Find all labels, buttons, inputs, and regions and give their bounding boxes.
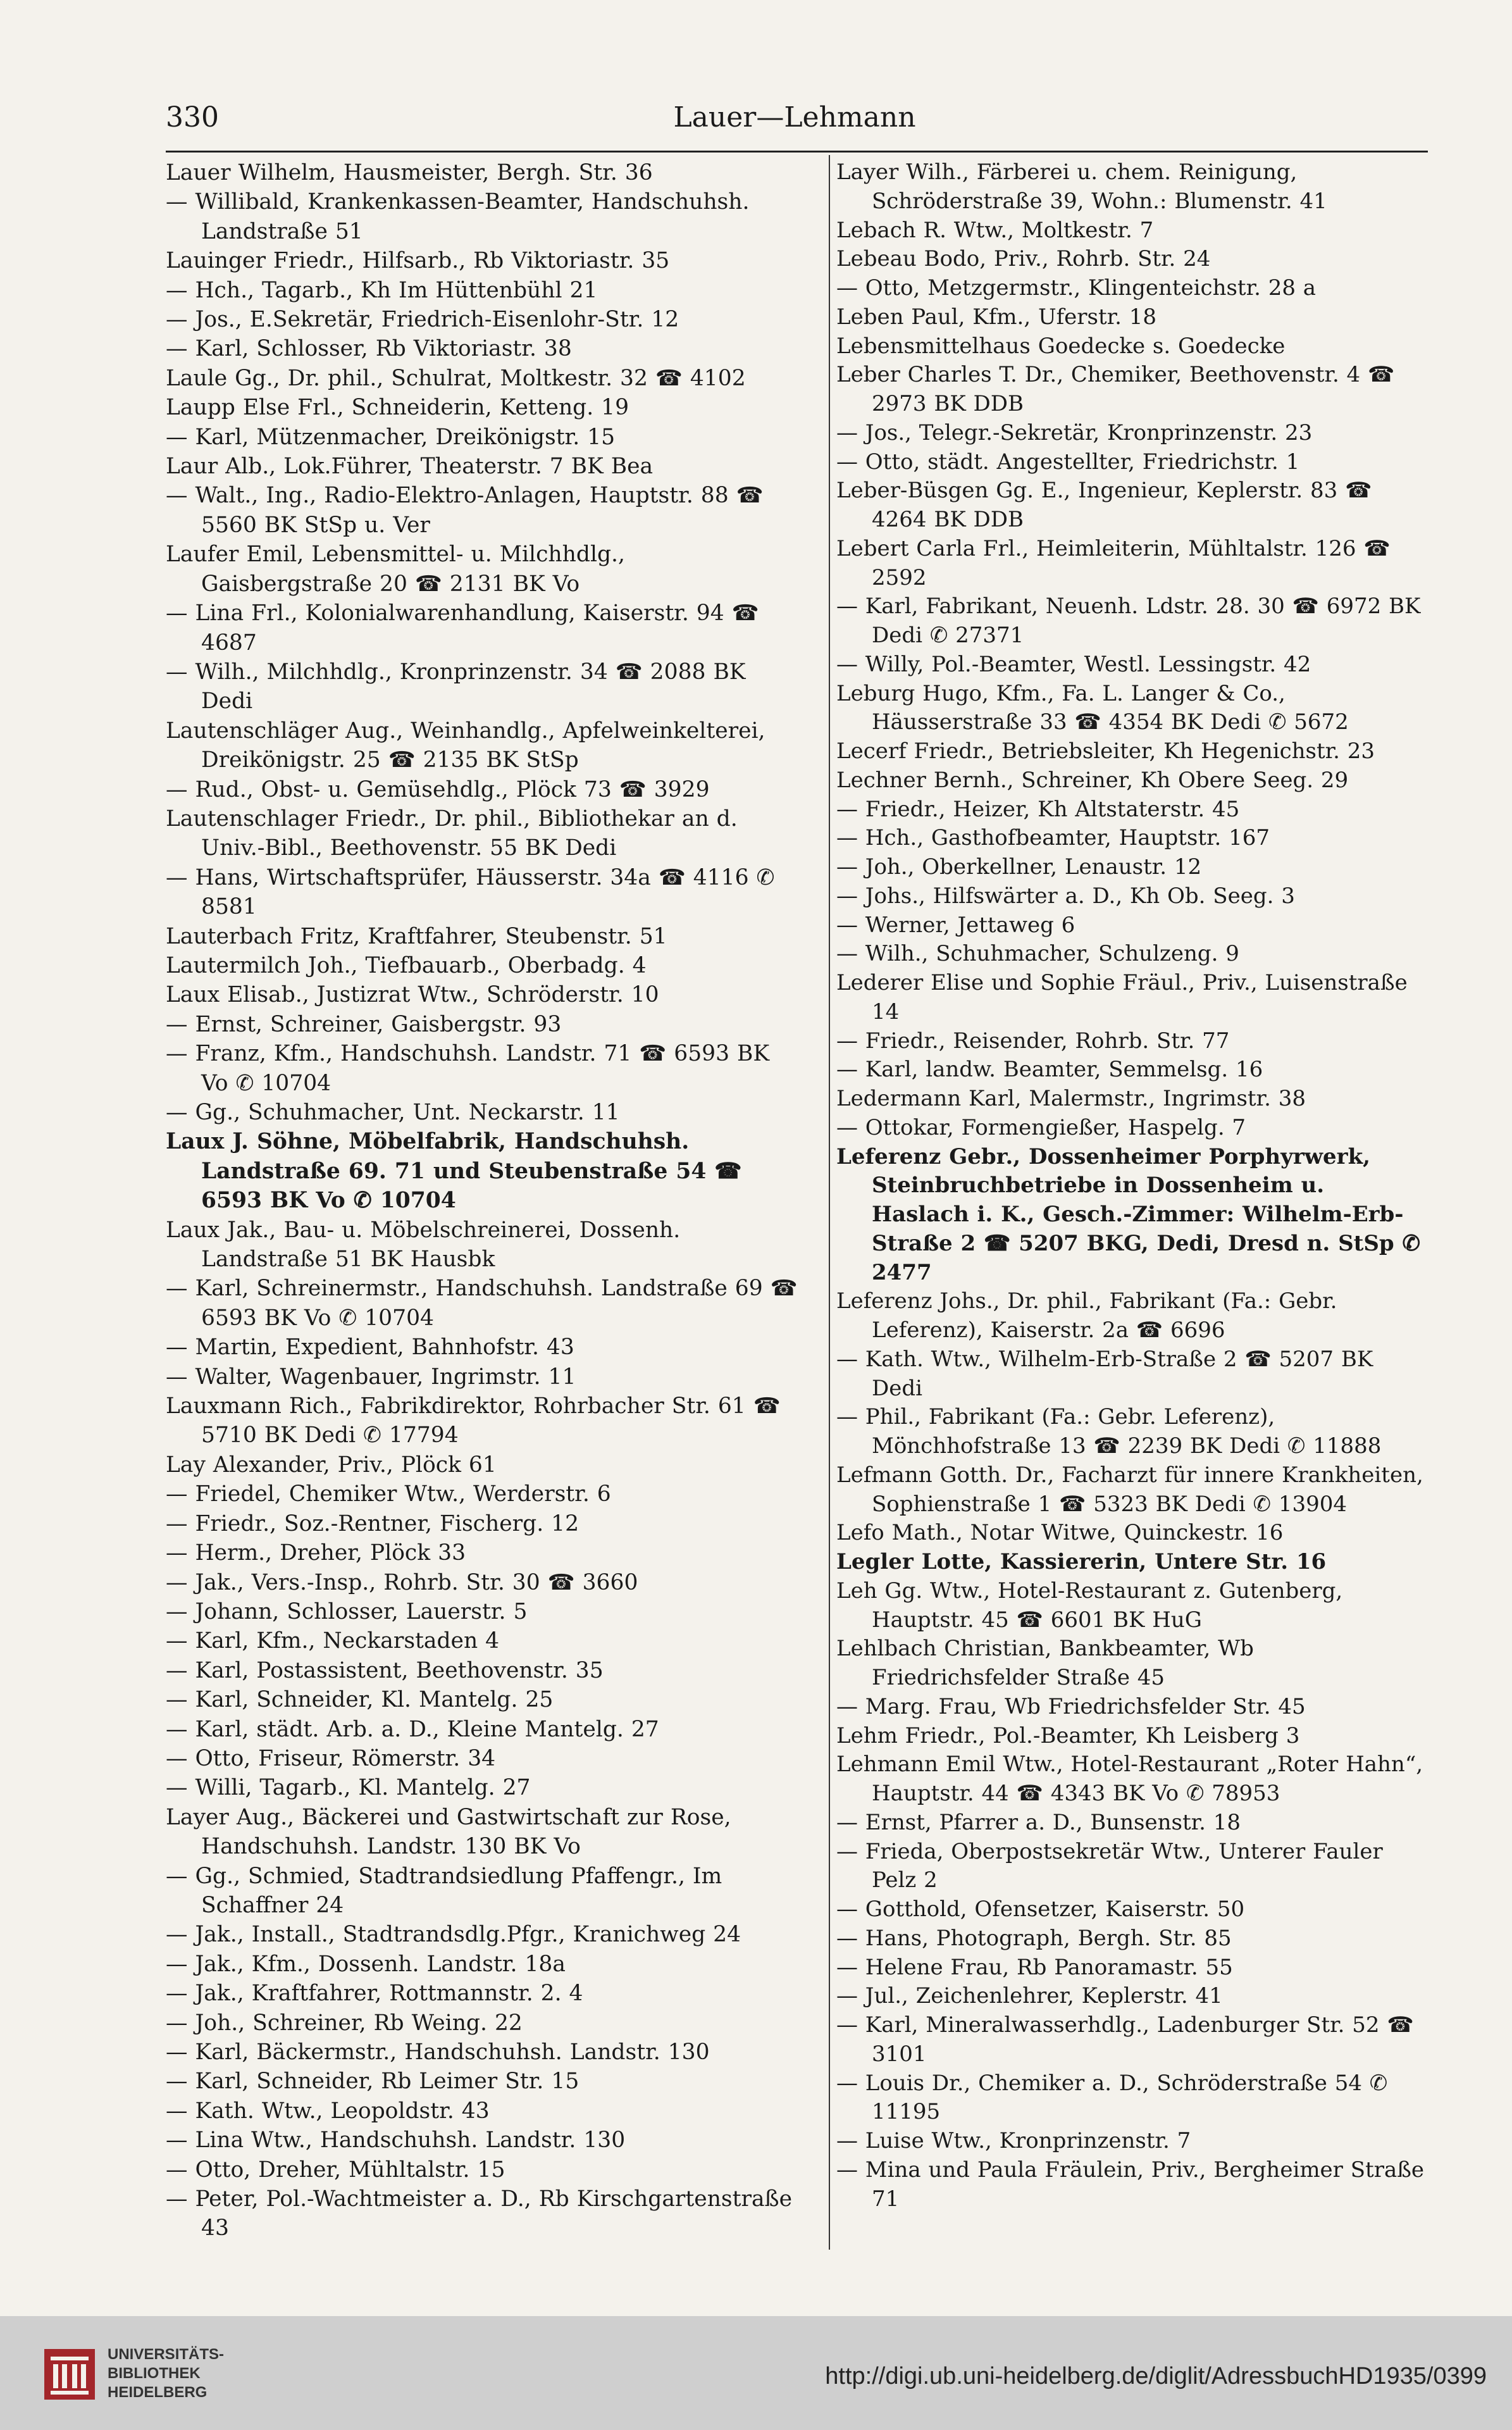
directory-entry: — Otto, Friseur, Römerstr. 34 bbox=[166, 1745, 496, 1771]
directory-entry: Lehmann Emil Wtw., Hotel-Restaurant „Roter Hahn“, Hauptstr. 44 ☎ 4343 BK Vo ✆ 78953 bbox=[836, 1752, 1423, 1806]
directory-entry: — Karl, Schneider, Rb Leimer Str. 15 bbox=[166, 2069, 579, 2095]
directory-entry: — Martin, Expedient, Bahnhofstr. 43 bbox=[166, 1335, 574, 1361]
directory-entry: Lauer Wilhelm, Hausmeister, Bergh. Str. 36 bbox=[166, 160, 653, 185]
directory-entry: — Johs., Hilfswärter a. D., Kh Ob. Seeg. 3 bbox=[836, 883, 1295, 909]
directory-entry: Lederer Elise und Sophie Fräul., Priv., Luisenstraße 14 bbox=[836, 970, 1408, 1025]
directory-entry: Laupp Else Frl., Schneiderin, Ketteng. 19 bbox=[166, 395, 629, 421]
directory-entry: — Wilh., Schuhmacher, Schulzeng. 9 bbox=[836, 941, 1239, 967]
directory-entry: — Hans, Wirtschaftsprüfer, Häusserstr. 34a ☎ 4116 ✆ 8581 bbox=[166, 864, 775, 920]
directory-entry: Lefo Math., Notar Witwe, Quinckestr. 16 bbox=[836, 1520, 1284, 1546]
directory-entry: — Jak., Install., Stadtrandsdlg.Pfgr., Kranichweg 24 bbox=[166, 1922, 741, 1948]
directory-entry: Leferenz Gebr., Dossenheimer Porphyrwerk, Steinbruchbetriebe in Dossenheim u. Haslach i. K., Gesch.-Zimmer: Wilhelm-Erb-Straße 2 ☎ 5207 BKG, Dedi, Dresd n. StSp ✆ 2477 bbox=[836, 1143, 1421, 1285]
directory-entry: — Jak., Vers.-Insp., Rohrb. Str. 30 ☎ 3660 bbox=[166, 1569, 638, 1595]
directory-entry: Laux Jak., Bau- u. Möbelschreinerei, Dossenh. Landstraße 51 BK Hausbk bbox=[166, 1217, 681, 1273]
directory-entry: Lautenschlager Friedr., Dr. phil., Bibliothekar an d. Univ.-Bibl., Beethovenstr. 55 BK Dedi bbox=[166, 806, 738, 861]
directory-entry: Lautenschläger Aug., Weinhandlg., Apfelweinkelterei, Dreikönigstr. 25 ☎ 2135 BK StSp bbox=[166, 718, 765, 773]
page-title: Lauer—Lehmann bbox=[673, 101, 916, 134]
directory-entry: — Werner, Jettaweg 6 bbox=[836, 912, 1075, 938]
directory-entry: — Wilh., Milchhdlg., Kronprinzenstr. 34 ☎ 2088 BK Dedi bbox=[166, 659, 746, 714]
directory-entry: — Karl, Schlosser, Rb Viktoriastr. 38 bbox=[166, 336, 572, 362]
directory-entry: Leben Paul, Kfm., Uferstr. 18 bbox=[836, 304, 1157, 330]
directory-entry: — Hch., Tagarb., Kh Im Hüttenbühl 21 bbox=[166, 277, 598, 303]
directory-entry: — Hans, Photograph, Bergh. Str. 85 bbox=[836, 1925, 1232, 1951]
directory-entry: — Otto, Metzgermstr., Klingenteichstr. 28 a bbox=[836, 275, 1317, 301]
directory-entry: Legler Lotte, Kassiererin, Untere Str. 16 bbox=[836, 1549, 1327, 1574]
right-column bbox=[836, 158, 1428, 2214]
directory-entry: — Karl, Fabrikant, Neuenh. Ldstr. 28. 30 ☎ 6972 BK Dedi ✆ 27371 bbox=[836, 594, 1421, 648]
directory-entry: — Joh., Schreiner, Rb Weing. 22 bbox=[166, 2010, 523, 2036]
directory-entry: Laux J. Söhne, Möbelfabrik, Handschuhsh. Landstraße 69. 71 und Steubenstraße 54 ☎ 6593 BK Vo ✆ 10704 bbox=[166, 1129, 742, 1214]
directory-entry: — Karl, Mineralwasserhdlg., Ladenburger Str. 52 ☎ 3101 bbox=[836, 2012, 1414, 2067]
directory-entry: Leburg Hugo, Kfm., Fa. L. Langer & Co., Häusserstraße 33 ☎ 4354 BK Dedi ✆ 5672 bbox=[836, 680, 1349, 735]
directory-entry: — Willi, Tagarb., Kl. Mantelg. 27 bbox=[166, 1775, 531, 1801]
directory-entry: — Gotthold, Ofensetzer, Kaiserstr. 50 bbox=[836, 1897, 1245, 1922]
directory-entry: — Otto, Dreher, Mühltalstr. 15 bbox=[166, 2157, 505, 2183]
directory-entry: Lechner Bernh., Schreiner, Kh Obere Seeg. 29 bbox=[836, 767, 1349, 793]
directory-entry: Lauxmann Rich., Fabrikdirektor, Rohrbacher Str. 61 ☎ 5710 BK Dedi ✆ 17794 bbox=[166, 1393, 781, 1449]
left-column bbox=[166, 158, 798, 2243]
directory-entry: Leh Gg. Wtw., Hotel-Restaurant z. Gutenberg, Hauptstr. 45 ☎ 6601 BK HuG bbox=[836, 1578, 1343, 1633]
directory-entry: Laur Alb., Lok.Führer, Theaterstr. 7 BK Bea bbox=[166, 454, 654, 480]
directory-entry: — Herm., Dreher, Plöck 33 bbox=[166, 1540, 466, 1566]
page-number: 330 bbox=[166, 101, 219, 134]
directory-entry: Lay Alexander, Priv., Plöck 61 bbox=[166, 1452, 497, 1478]
directory-entry: — Jak., Kraftfahrer, Rottmannstr. 2. 4 bbox=[166, 1981, 583, 2007]
directory-entry: — Willibald, Krankenkassen-Beamter, Handschuhsh. Landstraße 51 bbox=[166, 189, 750, 244]
directory-entry: Lecerf Friedr., Betriebsleiter, Kh Hegenichstr. 23 bbox=[836, 738, 1375, 764]
directory-entry: — Kath. Wtw., Leopoldstr. 43 bbox=[166, 2098, 490, 2124]
column-divider bbox=[829, 155, 830, 2250]
directory-entry: — Hch., Gasthofbeamter, Hauptstr. 167 bbox=[836, 825, 1270, 851]
permalink-url[interactable]: http://digi.ub.uni-heidelberg.de/diglit/AdressbuchHD1935/0399 bbox=[825, 2363, 1487, 2390]
directory-entry: Lebach R. Wtw., Moltkestr. 7 bbox=[836, 217, 1154, 243]
directory-entry: — Walt., Ing., Radio-Elektro-Anlagen, Hauptstr. 88 ☎ 5560 BK StSp u. Ver bbox=[166, 483, 764, 538]
directory-entry: Lehm Friedr., Pol.-Beamter, Kh Leisberg 3 bbox=[836, 1723, 1300, 1748]
directory-entry: Ledermann Karl, Malermstr., Ingrimstr. 38 bbox=[836, 1086, 1306, 1111]
directory-entry: — Jos., Telegr.-Sekretär, Kronprinzenstr. 23 bbox=[836, 420, 1313, 446]
directory-entry: Layer Aug., Bäckerei und Gastwirtschaft zur Rose, Handschuhsh. Landstr. 130 BK Vo bbox=[166, 1804, 731, 1860]
directory-entry: — Karl, Kfm., Neckarstaden 4 bbox=[166, 1628, 500, 1654]
directory-entry: — Luise Wtw., Kronprinzenstr. 7 bbox=[836, 2128, 1191, 2153]
directory-entry: Lauinger Friedr., Hilfsarb., Rb Viktoriastr. 35 bbox=[166, 248, 670, 274]
directory-entry: Leferenz Johs., Dr. phil., Fabrikant (Fa.: Gebr. Leferenz), Kaiserstr. 2a ☎ 6696 bbox=[836, 1288, 1337, 1343]
directory-entry: — Mina und Paula Fräulein, Priv., Bergheimer Straße 71 bbox=[836, 2157, 1425, 2212]
directory-entry: Lehlbach Christian, Bankbeamter, Wb Friedrichsfelder Straße 45 bbox=[836, 1636, 1254, 1690]
directory-entry: — Marg. Frau, Wb Friedrichsfelder Str. 45 bbox=[836, 1693, 1306, 1719]
directory-entry: — Karl, städt. Arb. a. D., Kleine Mantelg. 27 bbox=[166, 1716, 659, 1742]
directory-entry: — Johann, Schlosser, Lauerstr. 5 bbox=[166, 1598, 528, 1624]
directory-entry: — Helene Frau, Rb Panoramastr. 55 bbox=[836, 1954, 1233, 1980]
directory-entry: Lebeau Bodo, Priv., Rohrb. Str. 24 bbox=[836, 246, 1211, 272]
directory-entry: — Jak., Kfm., Dossenh. Landstr. 18a bbox=[166, 1951, 566, 1977]
directory-entry: — Gg., Schmied, Stadtrandsiedlung Pfaffengr., Im Schaffner 24 bbox=[166, 1863, 722, 1918]
directory-entry: — Jul., Zeichenlehrer, Keplerstr. 41 bbox=[836, 1983, 1223, 2009]
directory-entry: Lautermilch Joh., Tiefbauarb., Oberbadg. 4 bbox=[166, 952, 647, 978]
directory-entry: — Kath. Wtw., Wilhelm-Erb-Straße 2 ☎ 5207 BK Dedi bbox=[836, 1346, 1373, 1401]
directory-entry: — Friedr., Soz.-Rentner, Fischerg. 12 bbox=[166, 1511, 579, 1536]
directory-entry: — Karl, Schneider, Kl. Mantelg. 25 bbox=[166, 1687, 554, 1713]
directory-entry: — Willy, Pol.-Beamter, Westl. Lessingstr. 42 bbox=[836, 651, 1311, 677]
directory-entry: Laule Gg., Dr. phil., Schulrat, Moltkestr. 32 ☎ 4102 bbox=[166, 365, 746, 391]
directory-entry: — Karl, Postassistent, Beethovenstr. 35 bbox=[166, 1657, 604, 1683]
library-name: UNIVERSITÄTS- BIBLIOTHEK HEIDELBERG bbox=[108, 2346, 225, 2401]
directory-entry: — Karl, Schreinermstr., Handschuhsh. Landstraße 69 ☎ 6593 BK Vo ✆ 10704 bbox=[166, 1276, 798, 1331]
directory-entry: — Ottokar, Formengießer, Haspelg. 7 bbox=[836, 1114, 1246, 1140]
directory-entry: — Peter, Pol.-Wachtmeister a. D., Rb Kirschgartenstraße 43 bbox=[166, 2186, 793, 2241]
university-library-logo-icon bbox=[44, 2349, 95, 2400]
directory-entry: — Frieda, Oberpostsekretär Wtw., Unterer Fauler Pelz 2 bbox=[836, 1838, 1383, 1893]
directory-entry: — Ernst, Pfarrer a. D., Bunsenstr. 18 bbox=[836, 1809, 1241, 1835]
directory-entry: Laufer Emil, Lebensmittel- u. Milchhdlg., Gaisbergstraße 20 ☎ 2131 BK Vo bbox=[166, 542, 625, 597]
directory-entry: — Karl, landw. Beamter, Semmelsg. 16 bbox=[836, 1057, 1263, 1083]
directory-entry: Lebensmittelhaus Goedecke s. Goedecke bbox=[836, 333, 1286, 359]
directory-entry: — Ernst, Schreiner, Gaisbergstr. 93 bbox=[166, 1011, 562, 1037]
directory-entry: — Louis Dr., Chemiker a. D., Schröderstraße 54 ✆ 11195 bbox=[836, 2070, 1388, 2125]
directory-entry: — Friedel, Chemiker Wtw., Werderstr. 6 bbox=[166, 1481, 611, 1507]
directory-entry: Lauterbach Fritz, Kraftfahrer, Steubenstr. 51 bbox=[166, 923, 667, 949]
directory-entry: — Friedr., Heizer, Kh Altstaterstr. 45 bbox=[836, 796, 1240, 822]
directory-entry: — Phil., Fabrikant (Fa.: Gebr. Leferenz), Mönchhofstraße 13 ☎ 2239 BK Dedi ✆ 11888 bbox=[836, 1404, 1382, 1459]
directory-entry: Laux Elisab., Justizrat Wtw., Schröderstr. 10 bbox=[166, 982, 659, 1008]
directory-entry: — Walter, Wagenbauer, Ingrimstr. 11 bbox=[166, 1364, 576, 1390]
directory-entry: — Gg., Schuhmacher, Unt. Neckarstr. 11 bbox=[166, 1100, 620, 1125]
header-rule bbox=[166, 151, 1428, 153]
directory-entry: Leber-Büsgen Gg. E., Ingenieur, Keplerstr. 83 ☎ 4264 BK DDB bbox=[836, 478, 1372, 532]
directory-entry: — Rud., Obst- u. Gemüsehdlg., Plöck 73 ☎ 3929 bbox=[166, 776, 710, 802]
directory-entry: — Lina Frl., Kolonialwarenhandlung, Kaiserstr. 94 ☎ 4687 bbox=[166, 601, 759, 656]
library-footer bbox=[0, 2316, 1512, 2430]
directory-entry: — Karl, Bäckermstr., Handschuhsh. Landstr. 130 bbox=[166, 2040, 710, 2065]
directory-entry: — Otto, städt. Angestellter, Friedrichstr. 1 bbox=[836, 449, 1300, 475]
directory-entry: — Karl, Mützenmacher, Dreikönigstr. 15 bbox=[166, 424, 616, 450]
directory-entry: — Franz, Kfm., Handschuhsh. Landstr. 71 ☎ 6593 BK Vo ✆ 10704 bbox=[166, 1041, 770, 1096]
directory-entry: Layer Wilh., Färberei u. chem. Reinigung, Schröderstraße 39, Wohn.: Blumenstr. 41 bbox=[836, 159, 1327, 214]
directory-entry: — Jos., E.Sekretär, Friedrich-Eisenlohr-Str. 12 bbox=[166, 307, 679, 333]
running-header bbox=[166, 101, 1423, 146]
directory-entry: Lebert Carla Frl., Heimleiterin, Mühltalstr. 126 ☎ 2592 bbox=[836, 535, 1391, 590]
directory-entry: — Lina Wtw., Handschuhsh. Landstr. 130 bbox=[166, 2128, 626, 2153]
directory-entry: — Friedr., Reisender, Rohrb. Str. 77 bbox=[836, 1028, 1230, 1054]
directory-entry: Lefmann Gotth. Dr., Facharzt für innere Krankheiten, Sophienstraße 1 ☎ 5323 BK Dedi ✆ 13904 bbox=[836, 1462, 1423, 1517]
directory-entry: Leber Charles T. Dr., Chemiker, Beethovenstr. 4 ☎ 2973 BK DDB bbox=[836, 362, 1395, 416]
directory-entry: — Joh., Oberkellner, Lenaustr. 12 bbox=[836, 854, 1202, 880]
